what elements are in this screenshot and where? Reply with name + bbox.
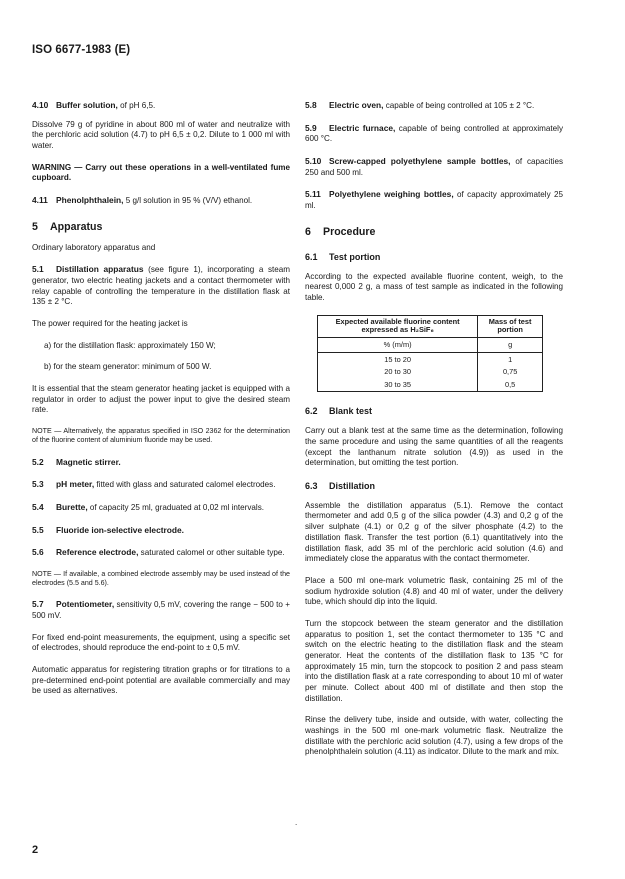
table-cell-range: 20 to 30 xyxy=(318,366,478,379)
clause-title: Reference electrode, xyxy=(56,547,139,558)
section-title: Apparatus xyxy=(50,220,103,233)
clause-5-6-note: NOTE — If available, a combined electrode assembly may be used instead of the electrodes (5.5 and 5.6). xyxy=(32,569,290,588)
subsection-6-3-para-4: Rinse the delivery tube, inside and outside, with water, collecting the washings in the 500 ml one-mark volumetric flask. Neutralize the distillate with the perchloric acid solution (4.7), using a few drops of the phenolphthalein solution (4.11) as indicator. Dilute to the mark and mix. xyxy=(305,715,563,757)
table-row xyxy=(318,379,543,392)
subsection-6-3-para-2: Place a 500 ml one-mark volumetric flask, containing 25 ml of the sodium hydroxide solution (4.8) and 40 ml of water, under the delivery tube, which should dip into the liquid. xyxy=(305,575,563,607)
clause-title: pH meter, xyxy=(56,479,95,490)
clause-4-10 xyxy=(32,100,290,112)
clause-5-4 xyxy=(32,502,290,514)
clause-5-7-body-2: Automatic apparatus for registering titration graphs or for titrations to a pre-determined end-point potential are available commercially and may be used as alternatives. xyxy=(32,664,290,696)
clause-text: of pH 6,5. xyxy=(117,101,156,110)
table-cell-mass: 0,5 xyxy=(478,379,543,392)
clause-5-3 xyxy=(32,479,290,491)
subsection-6-3-para-3: Turn the stopcock between the steam generator and the distillation apparatus to position 1, set the contact thermometer to 135 °C and switch on the electric heating to the distillation flask and the steam generator. Heat the contents of the distillation flask to 135 °C for approximately 15 min, turn the stopcock to position 2 and pass steam into the distillation flask at a rate corresponding to about 10 ml of water per minute. Collect about 400 ml of distillate and then stop the distillation. xyxy=(305,618,563,703)
clause-title: Electric furnace, xyxy=(329,122,396,133)
clause-number: 5.1 xyxy=(32,264,44,275)
table-unit-content: % (m/m) xyxy=(318,338,478,353)
clause-number: 5.11 xyxy=(305,189,321,200)
clause-number: 5.8 xyxy=(305,100,317,110)
warning-note: WARNING — Carry out these operations in a well-ventilated fume cupboard. xyxy=(32,162,290,183)
clause-5-10 xyxy=(305,156,563,178)
clause-title: Magnetic stirrer. xyxy=(56,456,121,467)
subsection-6-1-heading xyxy=(305,252,563,264)
subsection-number: 6.1 xyxy=(305,251,318,262)
table-cell-range: 30 to 35 xyxy=(318,379,478,392)
clause-5-7-body-1: For fixed end-point measurements, the equipment, using a specific set of electrodes, should reproduce the end-point to ± 0,5 mV. xyxy=(32,632,290,653)
table-cell-mass: 0,75 xyxy=(478,366,543,379)
table-header-row xyxy=(318,315,543,338)
clause-5-2 xyxy=(32,457,290,469)
clause-number: 5.10 xyxy=(305,156,322,167)
clause-5-5 xyxy=(32,525,290,537)
table-unit-mass: g xyxy=(478,338,543,353)
table-header-mass: Mass of test portion xyxy=(478,315,543,338)
section-number: 5 xyxy=(32,220,38,233)
clause-number: 5.7 xyxy=(32,599,44,610)
table-header-content: Expected available fluorine content expressed as H₂SiF₆ xyxy=(318,315,478,338)
section-number: 6 xyxy=(305,225,311,238)
subsection-6-3-heading xyxy=(305,481,563,493)
margin-mark: . xyxy=(295,818,298,827)
clause-title: Distillation apparatus xyxy=(56,264,144,275)
clause-number: 4.11 xyxy=(32,195,48,206)
clause-title: Burette, xyxy=(56,501,88,512)
subsection-number: 6.2 xyxy=(305,406,318,417)
clause-5-1-item-b: b) for the steam generator: minimum of 500 W. xyxy=(44,362,212,372)
clause-5-1 xyxy=(32,264,290,308)
subsection-title: Distillation xyxy=(329,480,376,491)
clause-number: 5.4 xyxy=(32,501,44,512)
clause-5-1-power: The power required for the heating jacket is xyxy=(32,319,188,329)
clause-text: of capacities 250 and 500 ml. xyxy=(305,157,563,177)
clause-title: Polyethylene weighing bottles, xyxy=(329,189,454,200)
clause-number: 5.5 xyxy=(32,524,44,535)
clause-number: 5.6 xyxy=(32,547,44,558)
clause-5-11 xyxy=(305,189,563,211)
clause-title: Phenolphthalein, xyxy=(56,195,124,206)
clause-title: Electric oven, xyxy=(329,100,384,110)
subsection-6-1-body: According to the expected available fluorine content, weigh, to the nearest 0,000 2 g, a mass of test sample as indicated in the following table. xyxy=(305,271,563,302)
subsection-title: Test portion xyxy=(329,251,381,262)
clause-title: Potentiometer, xyxy=(56,599,115,610)
clause-title: Buffer solution, xyxy=(56,100,118,110)
clause-text: sensitivity 0,5 mV, covering the range − 500 to + 500 mV. xyxy=(32,600,290,620)
clause-5-1-regulator: It is essential that the steam generator heating jacket is equipped with a regulator in order to adjust the power input to give the desired steam rate. xyxy=(32,384,290,415)
table-unit-row xyxy=(318,338,543,353)
table-row xyxy=(318,353,543,366)
test-portion-table xyxy=(317,315,543,393)
subsection-number: 6.3 xyxy=(305,480,318,491)
section-5-intro: Ordinary laboratory apparatus and xyxy=(32,242,156,252)
clause-5-7 xyxy=(32,599,290,621)
left-column xyxy=(32,100,290,708)
subsection-6-3-para-1: Assemble the distillation apparatus (5.1). Remove the contact thermometer and add 0,5 g of the silica powder (4.3) and 0,2 g of the silver sulphate (4.1) or 0,2 g of the silver phosphate (4.2) to the distillation flask. Transfer the test portion (6.1) quantitatively into the distillation flask, add 35 ml of the perchloric acid solution (4.6) and immediately close the apparatus with the contact thermometer. xyxy=(305,500,563,564)
clause-text: (see figure 1), incorporating a steam generator, two electric heating jackets and a contact thermometer with relay capable of controlling the temperature in the distillation flask at 135 ± 2 °C. xyxy=(32,265,290,307)
subsection-6-2-body: Carry out a blank test at the same time as the determination, following the same procedure and using the same quantities of all the reagents (except the lanthanum nitrate solution (4.9)) as used in the determination, but omitting the test portion. xyxy=(305,426,563,468)
clause-5-1-note: NOTE — Alternatively, the apparatus specified in ISO 2362 for the determination of the fluorine content of aluminium fluoride may be used. xyxy=(32,427,290,445)
right-column xyxy=(305,100,563,769)
clause-title: Fluoride ion-selective electrode. xyxy=(56,524,184,535)
document-id: ISO 6677-1983 (E) xyxy=(32,44,131,56)
clause-text: fitted with glass and saturated calomel electrodes. xyxy=(94,480,276,490)
clause-text: capable of being controlled at approximately 600 °C. xyxy=(305,123,563,144)
clause-text: capable of being controlled at 105 ± 2 °C. xyxy=(383,101,535,110)
table-cell-range: 15 to 20 xyxy=(318,353,478,366)
subsection-6-2-heading xyxy=(305,406,563,418)
clause-5-6 xyxy=(32,547,290,559)
subsection-title: Blank test xyxy=(329,406,373,417)
clause-number: 5.3 xyxy=(32,479,44,490)
clause-text: of capacity 25 ml, graduated at 0,02 ml intervals. xyxy=(87,502,265,512)
table-cell-mass: 1 xyxy=(478,353,543,366)
clause-4-10-body: Dissolve 79 g of pyridine in about 800 ml of water and neutralize with the perchloric acid solution (4.7) to pH 6,5 ± 0,2. Dilute to 1 000 ml with water. xyxy=(32,119,290,151)
page-number: 2 xyxy=(32,844,39,856)
clause-text: saturated calomel or other suitable type. xyxy=(138,548,285,558)
section-title: Procedure xyxy=(323,225,376,238)
clause-text: of capacity approximately 25 ml. xyxy=(305,190,564,211)
clause-number: 4.10 xyxy=(32,100,49,110)
clause-text: 5 g/l solution in 95 % (V/V) ethanol. xyxy=(123,196,253,206)
clause-title: Screw-capped polyethylene sample bottles, xyxy=(329,156,511,167)
clause-5-8 xyxy=(305,100,563,112)
clause-5-9 xyxy=(305,123,563,145)
clause-4-11 xyxy=(32,195,290,207)
clause-number: 5.2 xyxy=(32,456,44,467)
clause-5-1-item-a: a) for the distillation flask: approximately 150 W; xyxy=(44,340,216,350)
section-6-heading xyxy=(305,226,563,240)
section-5-heading xyxy=(32,221,290,235)
clause-number: 5.9 xyxy=(305,122,317,133)
table-row xyxy=(318,366,543,379)
